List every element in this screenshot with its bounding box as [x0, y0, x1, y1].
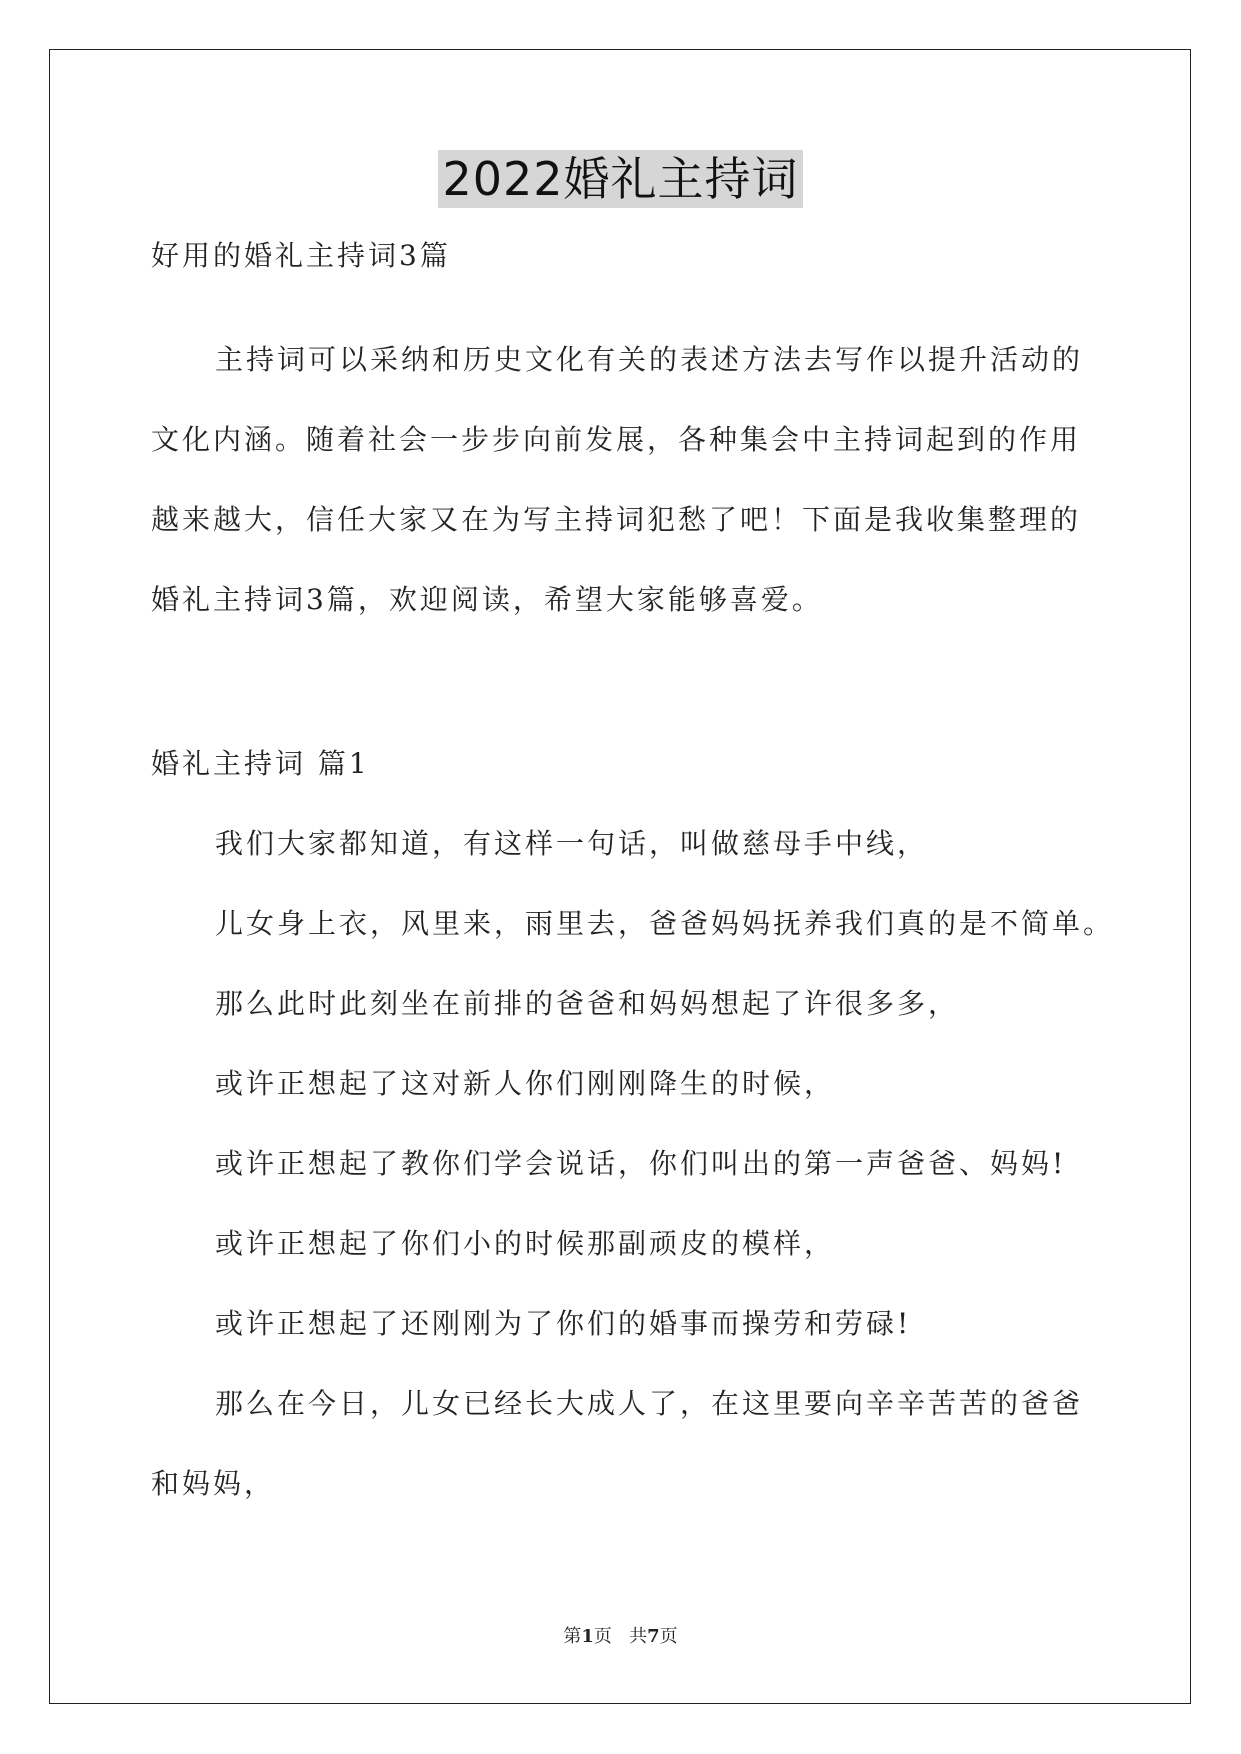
section-line-8: 那么在今日，儿女已经长大成人了，在这里要向辛辛苦苦的爸爸: [215, 1387, 1084, 1420]
section-line-9: 和妈妈，: [151, 1467, 276, 1500]
document-subtitle: 好用的婚礼主持词3篇: [151, 239, 451, 272]
section-line-2: 儿女身上衣，风里来，雨里去，爸爸妈妈抚养我们真的是不简单。: [215, 907, 1115, 940]
section-line-5: 或许正想起了教你们学会说话，你们叫出的第一声爸爸、妈妈!: [215, 1147, 1067, 1180]
section-heading: 婚礼主持词 篇1: [151, 747, 370, 780]
intro-line-3: 越来越大，信任大家又在为写主持词犯愁了吧！下面是我收集整理的: [151, 503, 1082, 536]
section-line-3: 那么此时此刻坐在前排的爸爸和妈妈想起了许很多多，: [215, 987, 960, 1020]
intro-line-1: 主持词可以采纳和历史文化有关的表述方法去写作以提升活动的: [215, 343, 1084, 376]
page-footer: [0, 1625, 1241, 1649]
page-total: 7: [647, 1626, 660, 1647]
page-border: [49, 49, 1191, 1704]
page-prefix: 第: [563, 1626, 582, 1647]
page-mid: 页 共: [593, 1626, 648, 1647]
section-line-4: 或许正想起了这对新人你们刚刚降生的时候，: [215, 1067, 836, 1100]
page-suffix: 页: [659, 1626, 678, 1647]
section-line-1: 我们大家都知道，有这样一句话，叫做慈母手中线，: [215, 827, 929, 860]
section-line-7: 或许正想起了还刚刚为了你们的婚事而操劳和劳碌!: [215, 1307, 912, 1340]
document-title: 2022婚礼主持词: [438, 150, 802, 208]
section-line-6: 或许正想起了你们小的时候那副顽皮的模样，: [215, 1227, 836, 1260]
intro-line-2: 文化内涵。随着社会一步步向前发展，各种集会中主持词起到的作用: [151, 423, 1082, 456]
page-current: 1: [581, 1626, 594, 1647]
intro-line-4: 婚礼主持词3篇，欢迎阅读，希望大家能够喜爱。: [151, 583, 823, 616]
title-container: [0, 150, 1241, 208]
